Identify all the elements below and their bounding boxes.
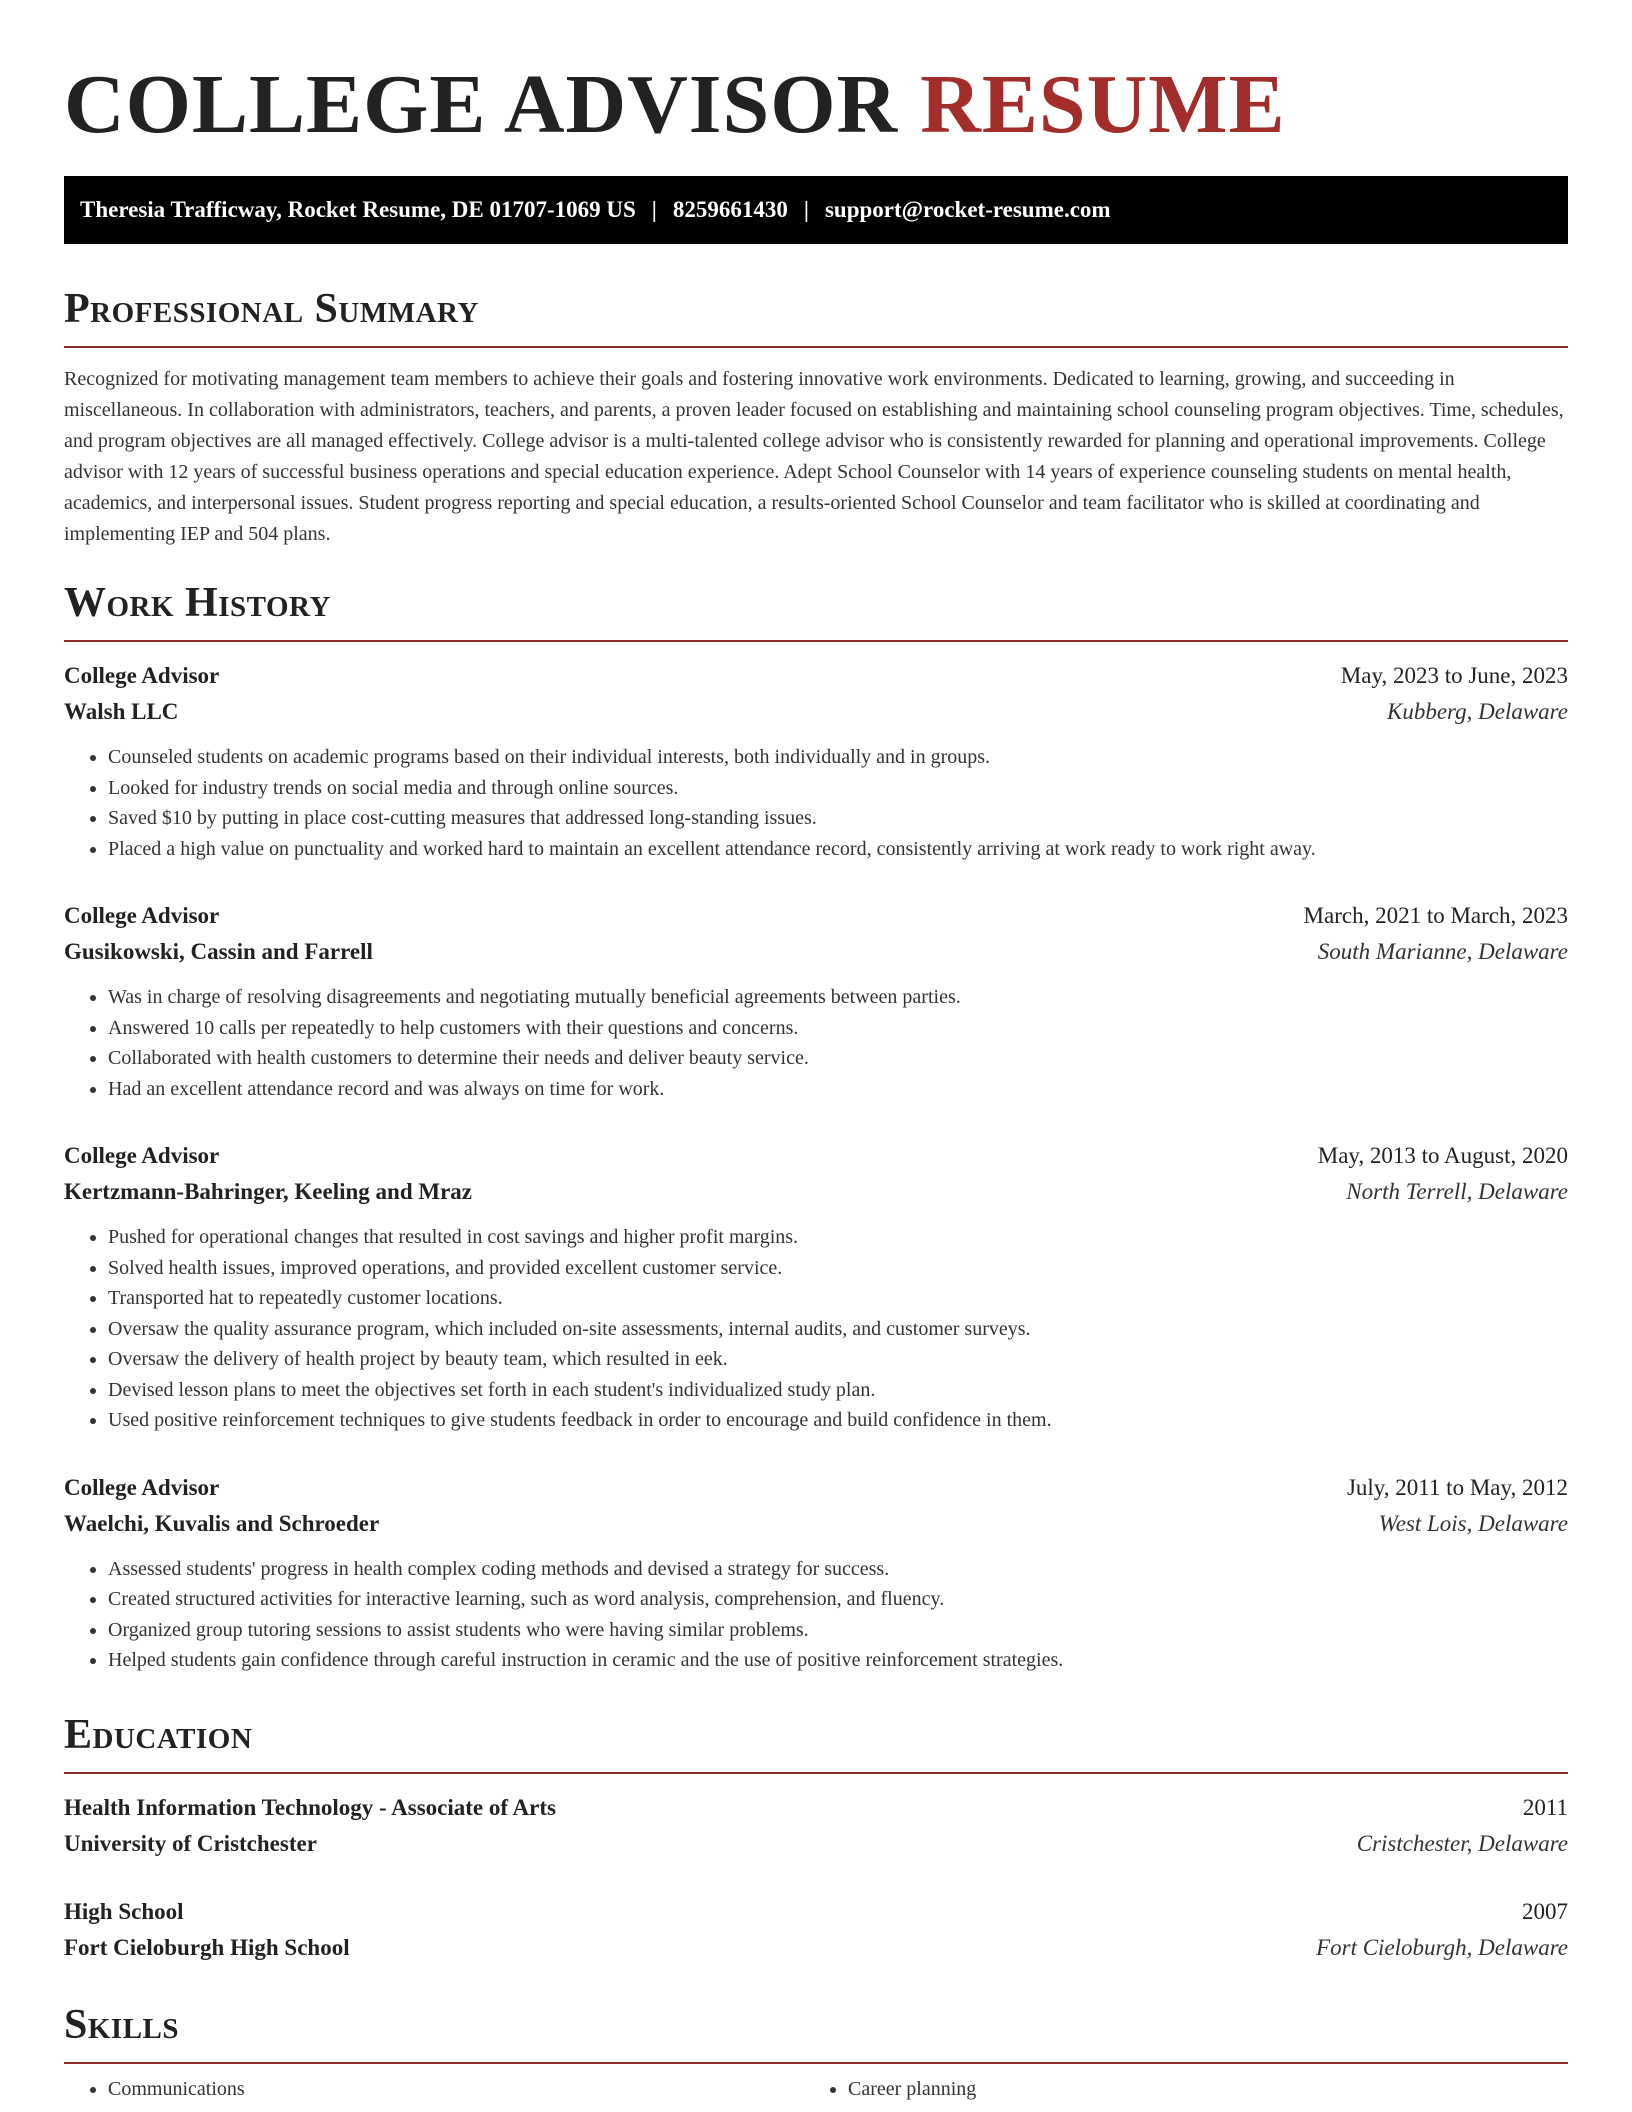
job-company-row (64, 694, 1568, 730)
title-accent: RESUME (920, 58, 1286, 151)
skill-item: • Communications (108, 2074, 804, 2104)
job-dates: May, 2023 to June, 2023 (1340, 663, 1568, 688)
education-location: Cristchester, Delaware (1356, 1830, 1568, 1856)
contact-separator: | (651, 197, 657, 222)
job-bullet: • Solved health issues, improved operations, and provided excellent customer service. (108, 1253, 1568, 1284)
contact-email: support@rocket-resume.com (824, 197, 1111, 222)
summary-text: Recognized for motivating management team members to achieve their goals and fostering innovative work environments. Dedicated to learning, growing, and succeeding in miscellaneous. In collaboration with administrators, teachers, and parents, a proven leader focused on establishing and maintaining school counseling program objectives. Time, schedules, and program objectives are all managed effectively. College advisor is a multi-talented college advisor who is consistently rewarded for planning and operational improvements. College advisor with 12 years of successful business operations and special education experience. Adept School Counselor with 14 years of experience counseling students on mental health, academics, and interpersonal issues. Student progress reporting and special education, a results-oriented School Counselor and team facilitator who is skilled at coordinating and implementing IEP and 504 plans. (64, 368, 1564, 545)
job-header-row (64, 1138, 1568, 1174)
job-title: College Advisor (64, 1143, 220, 1168)
skills-column-right (804, 2074, 1544, 2104)
contact-bar (64, 176, 1568, 244)
job-company: Waelchi, Kuvalis and Schroeder (64, 1510, 380, 1536)
education-school-row (64, 1930, 1568, 1966)
job-title: College Advisor (64, 903, 220, 928)
job-location: Kubberg, Delaware (1386, 699, 1568, 724)
job-location: South Marianne, Delaware (1317, 939, 1568, 964)
job-bullet: • Created structured activities for interactive learning, such as word analysis, comprehension, and fluency. (108, 1584, 1568, 1615)
job-bullet: • Placed a high value on punctuality and worked hard to maintain an excellent attendance record, consistently arriving at work ready to work right away. (108, 834, 1568, 865)
job-bullet: • Looked for industry trends on social media and through online sources. (108, 773, 1568, 804)
contact-phone: 8259661430 (672, 197, 788, 222)
job-bullet: • Oversaw the quality assurance program, which included on-site assessments, internal audits, and customer surveys. (108, 1314, 1568, 1345)
education-location: Fort Cieloburgh, Delaware (1316, 1934, 1568, 1960)
job-bullet: • Used positive reinforcement techniques to give students feedback in order to encourage and build confidence in them. (108, 1405, 1568, 1436)
job-dates: March, 2021 to March, 2023 (1303, 903, 1568, 928)
education-heading: Education (64, 1708, 1568, 1774)
job-bullets (64, 1554, 1568, 1676)
job-dates: July, 2011 to May, 2012 (1346, 1474, 1568, 1500)
skills-grid (64, 2074, 1568, 2104)
job-location: North Terrell, Delaware (1346, 1179, 1568, 1204)
title-main: COLLEGE ADVISOR (64, 58, 899, 151)
job-bullet: • Was in charge of resolving disagreements and negotiating mutually beneficial agreements between parties. (108, 982, 1568, 1013)
work-history-heading: Work History (64, 576, 1568, 642)
job-bullet: • Organized group tutoring sessions to assist students who were having similar problems. (108, 1615, 1568, 1646)
job-bullet: • Oversaw the delivery of health project by beauty team, which resulted in eek. (108, 1344, 1568, 1375)
job-entry (64, 898, 1568, 1104)
job-bullet: • Assessed students' progress in health complex coding methods and devised a strategy for success. (108, 1554, 1568, 1585)
education-school: Fort Cieloburgh High School (64, 1934, 350, 1960)
summary-heading: Professional Summary (64, 282, 1568, 348)
contact-separator: | (803, 197, 809, 222)
job-company-row (64, 1174, 1568, 1210)
education-degree: High School (64, 1898, 184, 1924)
job-bullet: • Had an excellent attendance record and was always on time for work. (108, 1074, 1568, 1105)
job-header-row (64, 1470, 1568, 1506)
education-degree-row (64, 1790, 1568, 1826)
education-degree: Health Information Technology - Associate of Arts (64, 1794, 556, 1820)
job-company-row (64, 1506, 1568, 1542)
job-header-row (64, 658, 1568, 694)
skills-heading: Skills (64, 1998, 1568, 2064)
education-degree-row (64, 1894, 1568, 1930)
job-company: Gusikowski, Cassin and Farrell (64, 939, 373, 964)
job-title: College Advisor (64, 1474, 220, 1500)
skill-item: • Career planning (848, 2074, 1544, 2104)
skills-column-left (64, 2074, 804, 2104)
job-company-row (64, 934, 1568, 970)
education-entry (64, 1790, 1568, 1862)
job-bullet: • Answered 10 calls per repeatedly to help customers with their questions and concerns. (108, 1013, 1568, 1044)
job-bullets (64, 1222, 1568, 1436)
contact-address: Theresia Trafficway, Rocket Resume, DE 01707-1069 US (80, 197, 636, 222)
job-entry (64, 1470, 1568, 1676)
education-year: 2011 (1522, 1794, 1568, 1820)
education-school-row (64, 1826, 1568, 1862)
job-bullet: • Collaborated with health customers to determine their needs and deliver beauty service. (108, 1043, 1568, 1074)
job-entry (64, 1138, 1568, 1436)
job-bullets (64, 982, 1568, 1104)
job-bullets (64, 742, 1568, 864)
job-bullet: • Counseled students on academic programs based on their individual interests, both individually and in groups. (108, 742, 1568, 773)
resume-title (64, 50, 1568, 160)
job-dates: May, 2013 to August, 2020 (1317, 1143, 1568, 1168)
job-location: West Lois, Delaware (1378, 1510, 1568, 1536)
job-bullet: • Devised lesson plans to meet the objectives set forth in each student's individualized study plan. (108, 1375, 1568, 1406)
job-bullet: • Transported hat to repeatedly customer locations. (108, 1283, 1568, 1314)
education-year: 2007 (1522, 1898, 1568, 1924)
job-company: Walsh LLC (64, 699, 179, 724)
job-bullet: • Saved $10 by putting in place cost-cutting measures that addressed long-standing issues. (108, 803, 1568, 834)
education-school: University of Cristchester (64, 1830, 317, 1856)
job-bullet: • Pushed for operational changes that resulted in cost savings and higher profit margins. (108, 1222, 1568, 1253)
job-company: Kertzmann-Bahringer, Keeling and Mraz (64, 1179, 472, 1204)
job-title: College Advisor (64, 663, 220, 688)
job-entry (64, 658, 1568, 864)
education-entry (64, 1894, 1568, 1966)
job-header-row (64, 898, 1568, 934)
job-bullet: • Helped students gain confidence through careful instruction in ceramic and the use of positive reinforcement strategies. (108, 1645, 1568, 1676)
